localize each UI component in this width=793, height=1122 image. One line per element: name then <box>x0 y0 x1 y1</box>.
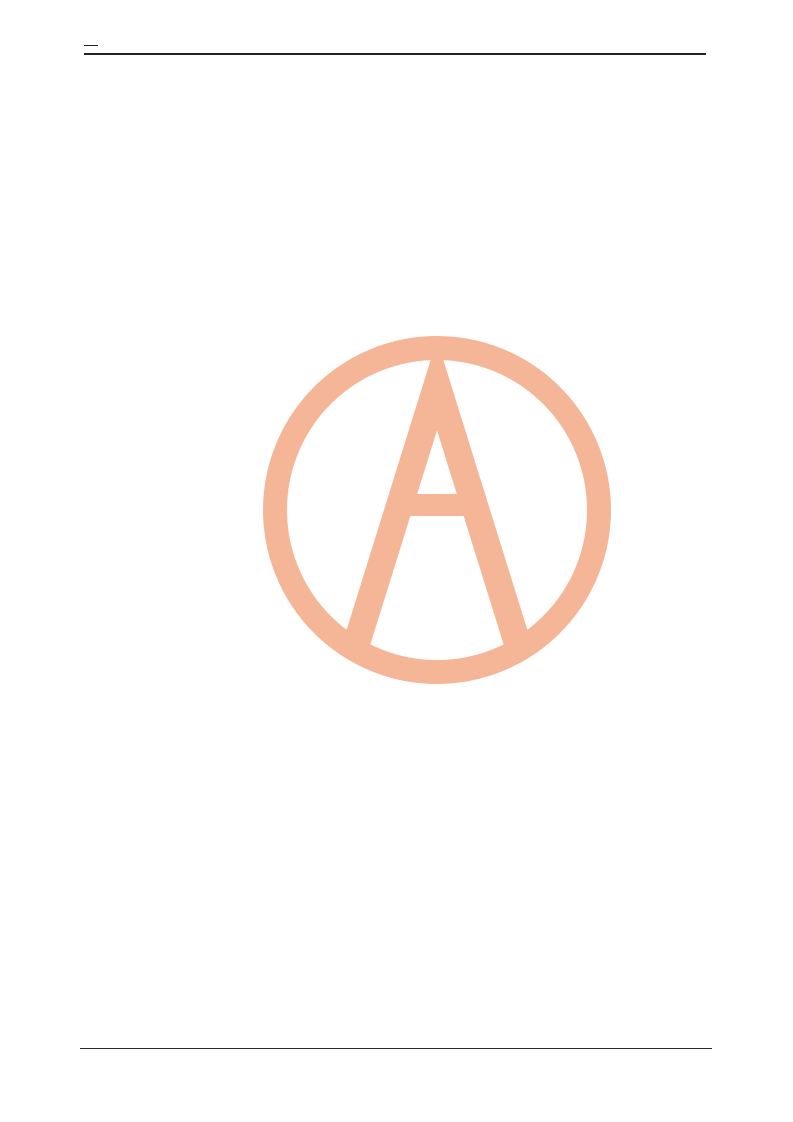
header-company-name <box>84 44 98 46</box>
footer-divider <box>80 1048 712 1049</box>
header-title-row <box>84 51 706 55</box>
page-header <box>84 33 706 55</box>
